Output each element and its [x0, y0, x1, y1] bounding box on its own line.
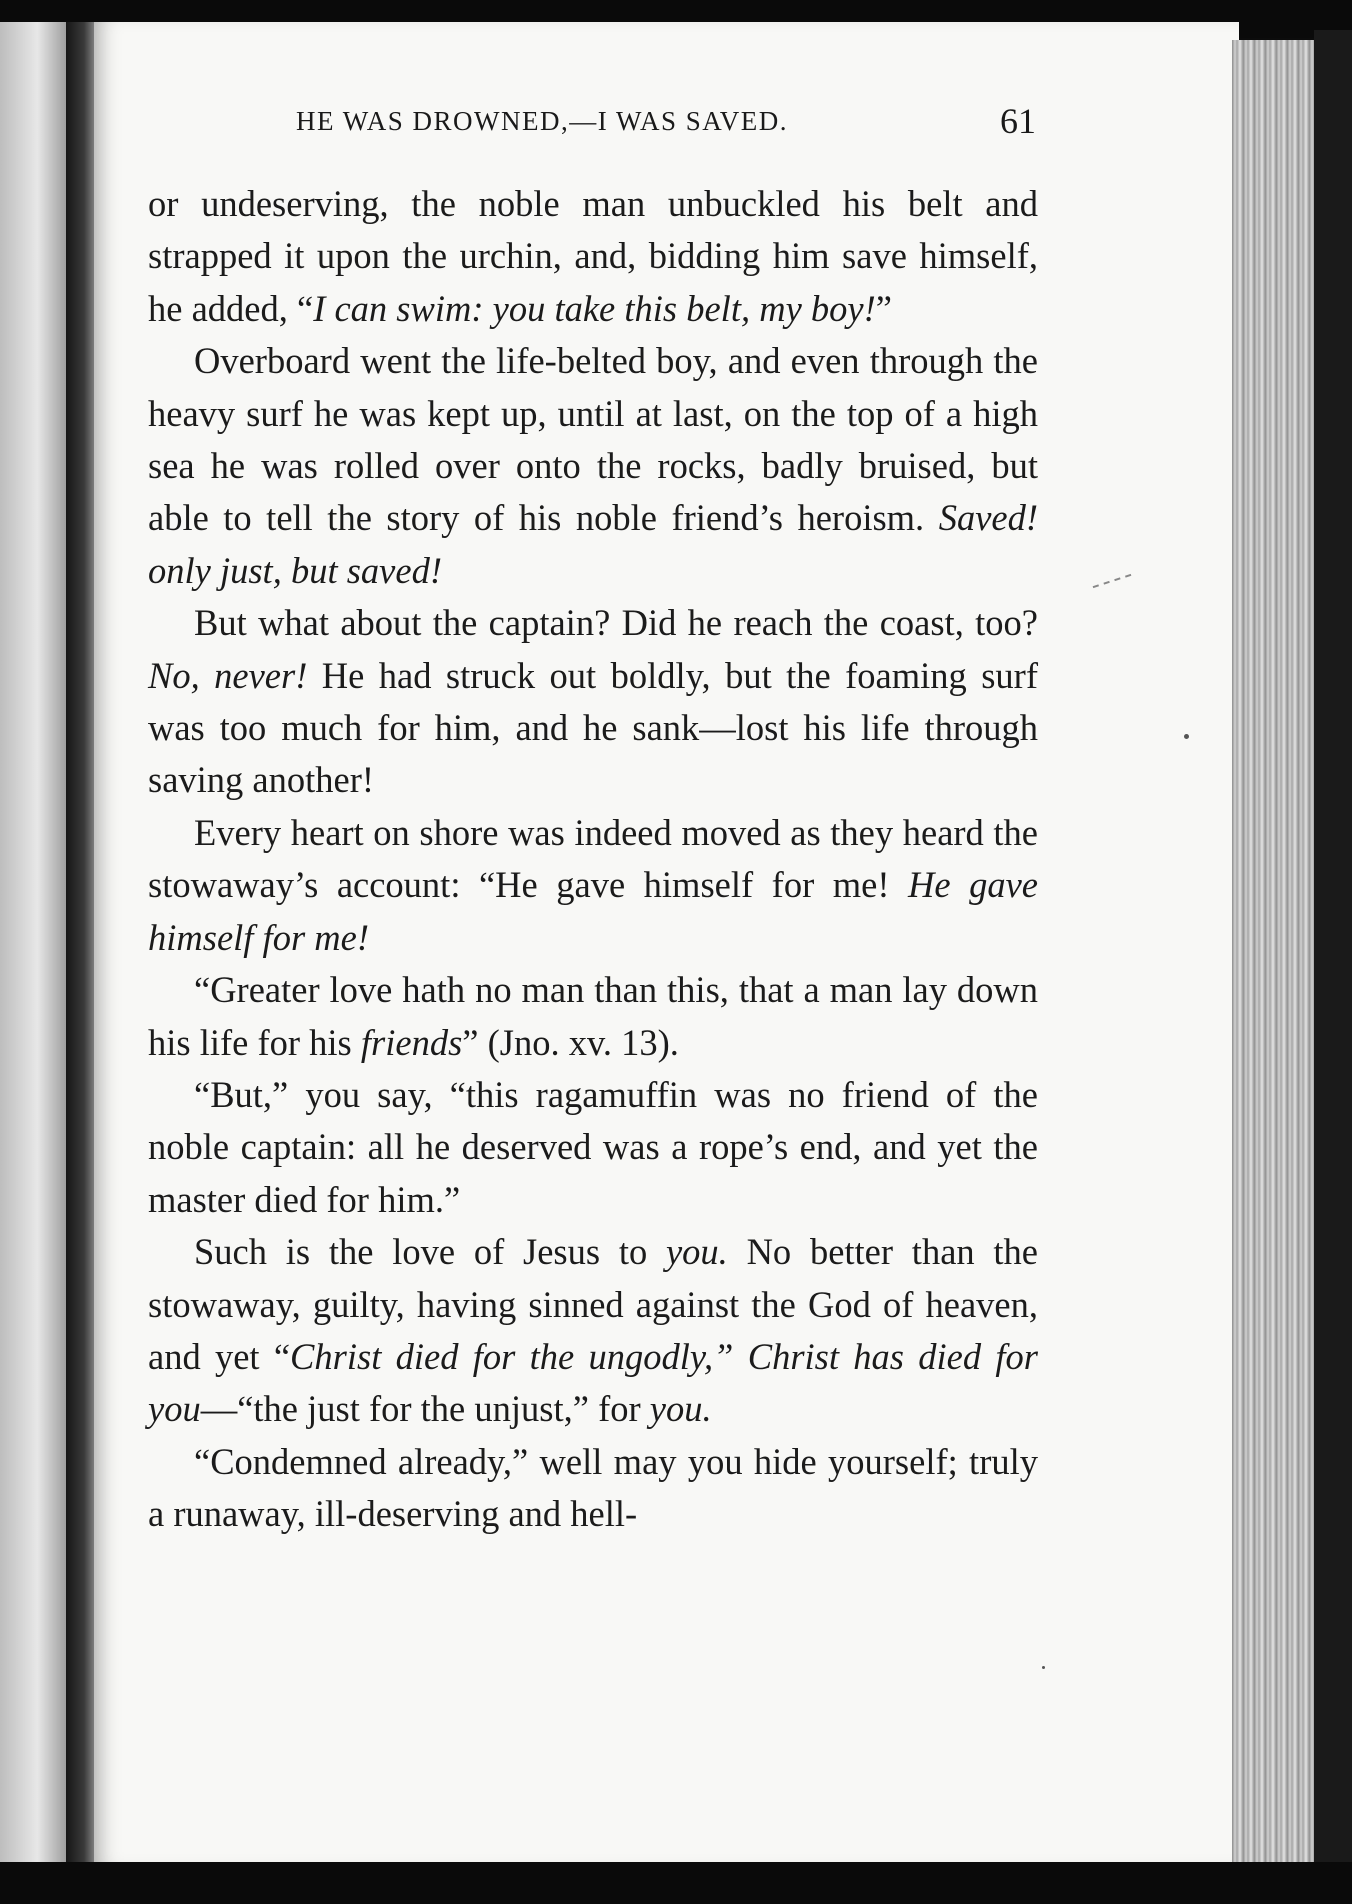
italic-text: He gave himself for me!: [148, 864, 1038, 958]
page-block-edges: [1232, 40, 1317, 1862]
text-run: “Condemned already,” well may you hide yourself; truly a runaway, ill-deserving and hell-: [148, 1440, 1038, 1535]
bottom-shadow: [0, 1862, 1352, 1904]
margin-speck: [1184, 734, 1189, 739]
paragraph: [148, 807, 1038, 964]
italic-text: I can swim: you take this belt, my boy!: [313, 287, 876, 329]
paragraph: [148, 178, 1038, 335]
text-run: or undeserving, the noble man unbuckled his belt and strapped it upon the urchin, and, bidding him save himself, he added, “: [148, 183, 1038, 329]
paragraph: [148, 1436, 1038, 1541]
page-number: 61: [1000, 101, 1036, 141]
italic-text: you.: [665, 1231, 728, 1273]
italic-text: No, never!: [148, 654, 308, 696]
text-run: No better than the stowaway, guilty, having sinned against the God of heaven, and yet “: [148, 1231, 1038, 1377]
paragraph: [148, 597, 1038, 807]
margin-speck: [1042, 1666, 1045, 1669]
italic-text: friends: [360, 1021, 463, 1063]
text-run: But what about the captain? Did he reach the coast, too?: [194, 602, 1038, 644]
paragraph: [148, 964, 1038, 1069]
paragraph: [148, 1226, 1038, 1436]
paragraph: [148, 1069, 1038, 1226]
body-text: [148, 178, 1038, 1541]
italic-text: you.: [649, 1388, 712, 1430]
text-run: “Greater love hath no man than this, that a man lay down his life for his: [148, 969, 1038, 1063]
text-run: Every heart on shore was indeed moved as they heard the stowaway’s account: “He gave himself for me!: [148, 811, 1038, 906]
italic-text: Christ died for the ungodly,” Christ has died for you: [148, 1335, 1038, 1430]
text-run: ” (Jno. xv. 13).: [462, 1021, 679, 1063]
text-run: ”: [875, 287, 892, 329]
running-head: HE WAS DROWNED,—I WAS SAVED.: [296, 106, 789, 136]
book-gutter: [66, 22, 96, 1864]
text-run: “But,” you say, “this ragamuffin was no friend of the noble captain: all he deserved was a rope’s end, and yet the master died for him.”: [148, 1073, 1038, 1220]
paragraph: [148, 335, 1038, 597]
text-run: —“the just for the unjust,” for: [200, 1388, 650, 1430]
text-run: Overboard went the life-belted boy, and even through the heavy surf he was kept up, until at last, on the top of a high sea he was rolled over onto the rocks, badly bruised, but able to tell the story of his noble friend’s heroism.: [148, 340, 1038, 539]
facing-page-edge: [0, 22, 68, 1864]
italic-text: Saved! only just, but saved!: [148, 497, 1038, 591]
text-run: Such is the love of Jesus to: [194, 1231, 666, 1273]
book-cover-edge: [1314, 30, 1352, 1866]
text-run: He had struck out boldly, but the foaming surf was too much for him, and he sank—lost his life through saving another!: [148, 654, 1038, 801]
